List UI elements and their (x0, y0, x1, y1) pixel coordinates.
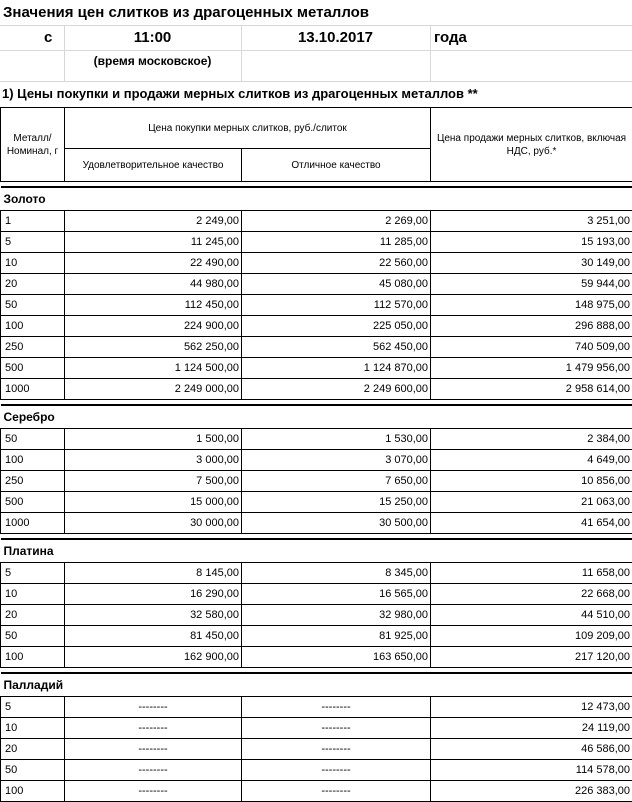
table-row (1, 718, 632, 739)
buy-satisfactory-cell: 3 000,00 (65, 450, 242, 471)
sell-price-cell: 44 510,00 (431, 605, 632, 626)
nominal-cell: 250 (1, 337, 65, 358)
buy-excellent-cell: -------- (242, 718, 431, 739)
nominal-cell: 50 (1, 626, 65, 647)
nominal-cell: 250 (1, 471, 65, 492)
nominal-cell: 100 (1, 647, 65, 668)
nominal-cell: 20 (1, 739, 65, 760)
nominal-cell: 5 (1, 563, 65, 584)
buy-satisfactory-cell: -------- (65, 697, 242, 718)
metal-group-name: Золото (1, 187, 632, 211)
buy-excellent-cell: 15 250,00 (242, 492, 431, 513)
metal-group-header (1, 405, 632, 429)
sell-price-cell: 4 649,00 (431, 450, 632, 471)
time-value: 11:00 (64, 29, 241, 46)
table-row (1, 253, 632, 274)
table-row (1, 379, 632, 400)
from-label: с (44, 29, 52, 46)
date-value: 13.10.2017 (241, 29, 430, 46)
grid-line (0, 81, 632, 82)
grid-line (430, 25, 431, 81)
metal-group-name: Платина (1, 539, 632, 563)
nominal-cell: 100 (1, 316, 65, 337)
sell-price-cell: 21 063,00 (431, 492, 632, 513)
header-buy-price: Цена покупки мерных слитков, руб./слиток (65, 108, 431, 149)
buy-satisfactory-cell: 8 145,00 (65, 563, 242, 584)
buy-excellent-cell: 3 070,00 (242, 450, 431, 471)
buy-excellent-cell: 30 500,00 (242, 513, 431, 534)
buy-satisfactory-cell: -------- (65, 760, 242, 781)
sell-price-cell: 12 473,00 (431, 697, 632, 718)
nominal-cell: 1 (1, 211, 65, 232)
buy-satisfactory-cell: 30 000,00 (65, 513, 242, 534)
sell-price-cell: 2 384,00 (431, 429, 632, 450)
nominal-cell: 50 (1, 429, 65, 450)
table-row (1, 739, 632, 760)
sell-price-cell: 740 509,00 (431, 337, 632, 358)
buy-satisfactory-cell: 22 490,00 (65, 253, 242, 274)
table-row (1, 295, 632, 316)
metal-group-header (1, 673, 632, 697)
metal-group-name: Серебро (1, 405, 632, 429)
nominal-cell: 100 (1, 781, 65, 802)
table-row (1, 626, 632, 647)
nominal-cell: 20 (1, 605, 65, 626)
sell-price-cell: 30 149,00 (431, 253, 632, 274)
table-row (1, 337, 632, 358)
buy-excellent-cell: -------- (242, 739, 431, 760)
buy-excellent-cell: 45 080,00 (242, 274, 431, 295)
buy-satisfactory-cell: 1 124 500,00 (65, 358, 242, 379)
buy-satisfactory-cell: 112 450,00 (65, 295, 242, 316)
buy-excellent-cell: 225 050,00 (242, 316, 431, 337)
table-row (1, 274, 632, 295)
table-row (1, 211, 632, 232)
page-title: Значения цен слитков из драгоценных металлов (3, 4, 369, 21)
nominal-cell: 50 (1, 295, 65, 316)
metal-group-header (1, 539, 632, 563)
buy-excellent-cell: 8 345,00 (242, 563, 431, 584)
buy-satisfactory-cell: 44 980,00 (65, 274, 242, 295)
sell-price-cell: 24 119,00 (431, 718, 632, 739)
buy-excellent-cell: 11 285,00 (242, 232, 431, 253)
nominal-cell: 10 (1, 718, 65, 739)
sell-price-cell: 41 654,00 (431, 513, 632, 534)
buy-satisfactory-cell: 1 500,00 (65, 429, 242, 450)
table-row (1, 697, 632, 718)
table-row (1, 429, 632, 450)
header-metal-nominal: Металл/ Номинал, г (1, 108, 65, 182)
nominal-cell: 1000 (1, 513, 65, 534)
nominal-cell: 5 (1, 232, 65, 253)
sell-price-cell: 10 856,00 (431, 471, 632, 492)
buy-satisfactory-cell: 15 000,00 (65, 492, 242, 513)
section-title: 1) Цены покупки и продажи мерных слитков из драгоценных металлов ** (2, 86, 478, 101)
buy-satisfactory-cell: 11 245,00 (65, 232, 242, 253)
buy-excellent-cell: -------- (242, 760, 431, 781)
buy-excellent-cell: 32 980,00 (242, 605, 431, 626)
sell-price-cell: 59 944,00 (431, 274, 632, 295)
buy-excellent-cell: 7 650,00 (242, 471, 431, 492)
table-row (1, 316, 632, 337)
header-satisfactory-quality: Удовлетворительное качество (65, 149, 242, 182)
table-row (1, 563, 632, 584)
buy-satisfactory-cell: -------- (65, 781, 242, 802)
nominal-cell: 5 (1, 697, 65, 718)
buy-excellent-cell: 2 249 600,00 (242, 379, 431, 400)
nominal-cell: 20 (1, 274, 65, 295)
nominal-cell: 100 (1, 450, 65, 471)
table-row (1, 584, 632, 605)
buy-satisfactory-cell: 162 900,00 (65, 647, 242, 668)
table-row (1, 513, 632, 534)
buy-excellent-cell: 16 565,00 (242, 584, 431, 605)
buy-satisfactory-cell: 81 450,00 (65, 626, 242, 647)
buy-excellent-cell: 562 450,00 (242, 337, 431, 358)
buy-excellent-cell: -------- (242, 781, 431, 802)
table-row (1, 760, 632, 781)
nominal-cell: 500 (1, 358, 65, 379)
table-row (1, 232, 632, 253)
buy-excellent-cell: 112 570,00 (242, 295, 431, 316)
header-sell-price: Цена продажи мерных слитков, включая НДС, руб.* (431, 108, 632, 182)
buy-excellent-cell: -------- (242, 697, 431, 718)
table-row (1, 781, 632, 802)
buy-satisfactory-cell: -------- (65, 718, 242, 739)
sell-price-cell: 11 658,00 (431, 563, 632, 584)
metal-group-name: Палладий (1, 673, 632, 697)
sell-price-cell: 1 479 956,00 (431, 358, 632, 379)
sell-price-cell: 2 958 614,00 (431, 379, 632, 400)
buy-satisfactory-cell: 562 250,00 (65, 337, 242, 358)
time-zone-note: (время московское) (64, 54, 241, 68)
nominal-cell: 500 (1, 492, 65, 513)
grid-line (0, 25, 632, 26)
sell-price-cell: 109 209,00 (431, 626, 632, 647)
buy-excellent-cell: 1 530,00 (242, 429, 431, 450)
buy-excellent-cell: 22 560,00 (242, 253, 431, 274)
buy-excellent-cell: 81 925,00 (242, 626, 431, 647)
sell-price-cell: 3 251,00 (431, 211, 632, 232)
buy-satisfactory-cell: -------- (65, 739, 242, 760)
buy-satisfactory-cell: 224 900,00 (65, 316, 242, 337)
buy-satisfactory-cell: 32 580,00 (65, 605, 242, 626)
table-header-row (1, 108, 632, 149)
table-row (1, 492, 632, 513)
nominal-cell: 50 (1, 760, 65, 781)
sell-price-cell: 296 888,00 (431, 316, 632, 337)
prices-table (0, 107, 632, 802)
sell-price-cell: 217 120,00 (431, 647, 632, 668)
table-row (1, 450, 632, 471)
sell-price-cell: 46 586,00 (431, 739, 632, 760)
table-row (1, 471, 632, 492)
nominal-cell: 10 (1, 253, 65, 274)
sell-price-cell: 22 668,00 (431, 584, 632, 605)
grid-line (0, 50, 632, 51)
buy-excellent-cell: 163 650,00 (242, 647, 431, 668)
sell-price-cell: 148 975,00 (431, 295, 632, 316)
buy-excellent-cell: 1 124 870,00 (242, 358, 431, 379)
table-row (1, 358, 632, 379)
buy-satisfactory-cell: 2 249,00 (65, 211, 242, 232)
table-row (1, 647, 632, 668)
table-row (1, 605, 632, 626)
sell-price-cell: 226 383,00 (431, 781, 632, 802)
header-excellent-quality: Отличное качество (242, 149, 431, 182)
sell-price-cell: 114 578,00 (431, 760, 632, 781)
year-label: года (434, 29, 467, 46)
metal-group-header (1, 187, 632, 211)
nominal-cell: 1000 (1, 379, 65, 400)
buy-satisfactory-cell: 2 249 000,00 (65, 379, 242, 400)
sell-price-cell: 15 193,00 (431, 232, 632, 253)
buy-excellent-cell: 2 269,00 (242, 211, 431, 232)
nominal-cell: 10 (1, 584, 65, 605)
buy-satisfactory-cell: 7 500,00 (65, 471, 242, 492)
buy-satisfactory-cell: 16 290,00 (65, 584, 242, 605)
